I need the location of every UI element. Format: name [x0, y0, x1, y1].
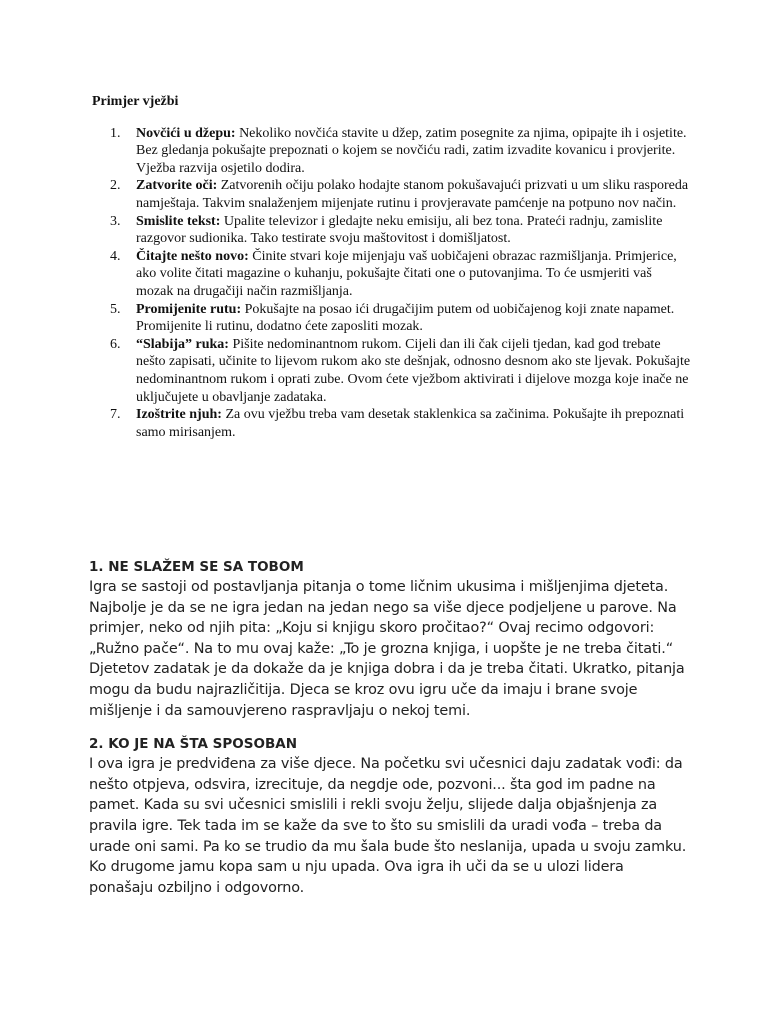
exercise-item: [92, 125, 692, 178]
exercise-title: Novčići u džepu:: [136, 125, 236, 141]
exercise-item: [92, 301, 692, 336]
exercise-number: 6.: [110, 336, 121, 352]
exercise-title: Smislite tekst:: [136, 213, 221, 229]
game-section: [89, 734, 689, 898]
exercise-number: 3.: [110, 213, 121, 229]
exercise-examples-heading: Primjer vježbi: [92, 94, 179, 109]
game-description: Igra se sastoji od postavljanja pitanja o tome ličnim ukusima i mišljenjima djeteta. Najbolje je da se ne igra jedan na jedan nego sa više djece podjeljene u parove. Na primjer, neko od njih pita: „Koju si knjigu skoro pročitao?“ Ovaj recimo odgovori: „Ružno pače“. Na to mu ovaj kaže: „To je grozna knjiga, i uopšte je ne treba čitati.“ Djetetov zadatak je da dokaže da je knjiga dobra i da je treba čitati. Ukratko, pitanja mogu da budu najrazličitija. Djeca se kroz ovu igru uče da imaju i brane svoje mišljenje i da samouvjereno raspravljaju o nekoj temi.: [89, 579, 685, 719]
game-section: [89, 557, 689, 721]
exercise-item: [92, 336, 692, 406]
exercise-text: Činite stvari koje mijenjaju vaš uobičajeni obrazac razmišljanja. Primjerice, ako volite čitati magazine o kuhanju, pokušajte čitati one o putovanjima. To će usmjeriti vaš mozak na drugačiji način razmišljanja.: [136, 248, 677, 299]
exercise-text: Pišite nedominantnom rukom. Cijeli dan ili čak cijeli tjedan, kad god trebate nešto zapisati, učinite to lijevom rukom ako ste dešnjak, odnosno desnom ako ste ljevak. Pokušajte nedominantnom rukom i oprati zube. Ovom ćete vježbom aktivirati i dijelove mozga koje inače ne uključujete u obavljanje zadataka.: [136, 336, 691, 405]
exercise-number: 4.: [110, 248, 121, 264]
game-description: I ova igra je predviđena za više djece. Na početku svi učesnici daju zadatak vođi: da nešto otpjeva, odsvira, izrecituje, da negdje ode, pozvoni... šta god im padne na pamet. Kada su svi učesnici smislili i rekli svoju želju, slijede dalja objašnjenja za pravila igre. Tek tada im se kaže da sve to što su smislili da uradi vođa – treba da urade oni sami. Pa ko se trudio da mu šala bude što neslanija, upada u svoju zamku. Ko drugome jamu kopa sam u nju upada. Ova igra ih uči da se u ulozi lidera ponašaju ozbiljno i odgovorno.: [89, 756, 687, 896]
exercise-text: Pokušajte na posao ići drugačijim putem od uobičajenog koji znate napamet. Promijenite li rutinu, dodatno ćete zaposliti mozak.: [136, 301, 675, 335]
exercise-item: [92, 248, 692, 301]
exercise-title: Izoštrite njuh:: [136, 407, 222, 423]
exercise-item: [92, 213, 692, 248]
exercise-examples-block: [92, 93, 692, 441]
exercise-item: [92, 406, 692, 441]
exercise-text: Upalite televizor i gledajte neku emisiju, ali bez tona. Prateći radnju, zamislite razgovor sudionika. Tako testirate svoju maštovitost i domišljatost.: [136, 213, 663, 247]
exercise-title: “Slabija” ruka:: [136, 336, 229, 352]
exercise-number: 2.: [110, 178, 121, 194]
game-heading: 1. NE SLAŽEM SE SA TOBOM: [89, 559, 304, 575]
exercise-text: Zatvorenih očiju polako hodajte stanom pokušavajući prizvati u um sliku rasporeda namještaja. Takvim snalaženjem mijenjate rutinu i provjeravate pamćenje na potpuno nov način.: [136, 178, 689, 211]
exercise-number: 5.: [110, 301, 121, 317]
games-block: [89, 557, 689, 911]
exercise-text: Nekoliko novčića stavite u džep, zatim posegnite za njima, opipajte ih i osjetite. Bez gledanja pokušajte prepoznati o kojem se novčiću radi, zatim izvadite kovanicu i provjerite. Vježba razvija osjetilo dodira.: [136, 125, 687, 176]
exercise-title: Zatvorite oči:: [136, 178, 218, 194]
exercise-number: 1.: [110, 125, 121, 141]
exercise-title: Čitajte nešto novo:: [136, 248, 249, 264]
exercise-list: [92, 125, 692, 442]
exercise-text: Za ovu vježbu treba vam desetak staklenkica sa začinima. Pokušajte ih prepoznati samo mirisanjem.: [136, 407, 685, 440]
exercise-title: Promijenite rutu:: [136, 301, 242, 317]
exercise-number: 7.: [110, 407, 121, 423]
game-heading: 2. KO JE NA ŠTA SPOSOBAN: [89, 736, 298, 753]
exercise-item: [92, 177, 692, 212]
